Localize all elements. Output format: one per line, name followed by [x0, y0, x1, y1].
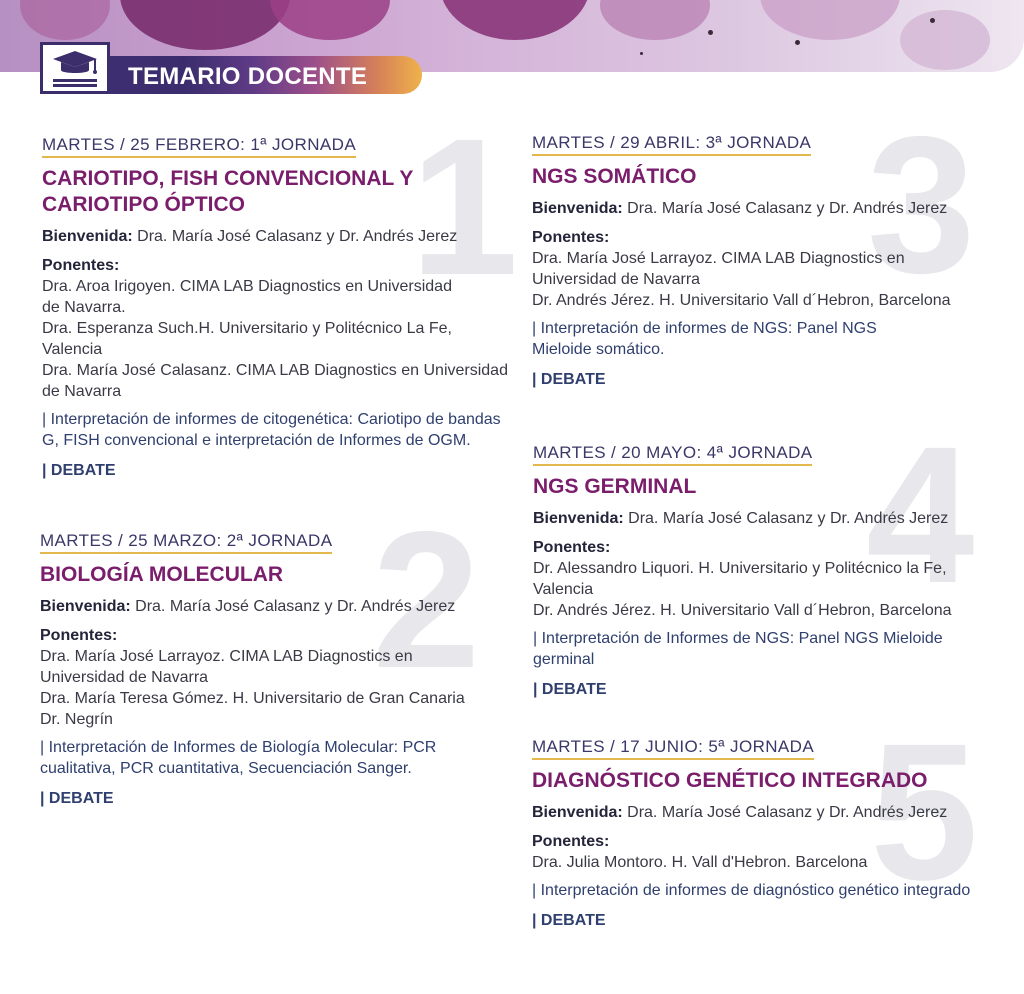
- session-title: NGS GERMINAL: [533, 475, 697, 498]
- bienvenida-value: Dra. María José Calasanz y Dr. Andrés Jerez: [627, 804, 948, 821]
- ponente-item: Dra. María José Larrayoz. CIMA LAB Diagnostics en Universidad de Navarra: [532, 250, 905, 288]
- ponente-item: Dra. María Teresa Gómez. H. Universitario de Gran Canaria Dr. Negrín: [40, 690, 465, 728]
- ponentes-label: Ponentes:: [532, 229, 610, 246]
- session-title: DIAGNÓSTICO GENÉTICO INTEGRADO: [532, 769, 928, 792]
- debate-label: | DEBATE: [40, 790, 114, 807]
- section-title-bar: [40, 56, 422, 94]
- session-date: MARTES / 25 MARZO: 2ª JORNADA: [40, 531, 332, 554]
- ponente-item: Dra. Julia Montoro. H. Vall d'Hebron. Barcelona: [532, 854, 868, 871]
- ponentes-label: Ponentes:: [40, 627, 118, 644]
- session-3: [532, 96, 1002, 389]
- session-topic: | Interpretación de informes de citogenética: Cariotipo de bandas G, FISH convencional e interpretación de Informes de OGM.: [42, 411, 501, 449]
- session-2: [40, 491, 520, 808]
- bienvenida-row: [533, 508, 1003, 529]
- bienvenida-label: Bienvenida:: [40, 598, 131, 615]
- ponente-item: Dr. Andrés Jérez. H. Universitario Vall d´Hebron, Barcelona: [533, 602, 952, 619]
- bienvenida-label: Bienvenida:: [532, 804, 623, 821]
- bienvenida-label: Bienvenida:: [42, 228, 133, 245]
- page-title: TEMARIO DOCENTE: [128, 63, 368, 90]
- bienvenida-label: Bienvenida:: [532, 200, 623, 217]
- ponente-item: Dra. María José Larrayoz. CIMA LAB Diagnostics en Universidad de Navarra: [40, 648, 413, 686]
- bienvenida-value: Dra. María José Calasanz y Dr. Andrés Jerez: [135, 598, 456, 615]
- ponente-item: Dra. Esperanza Such.H. Universitario y Politécnico La Fe, Valencia: [42, 320, 452, 358]
- session-number: 2: [372, 491, 481, 709]
- debate-label: | DEBATE: [532, 371, 606, 388]
- debate-label: | DEBATE: [533, 681, 607, 698]
- ponentes-label: Ponentes:: [532, 833, 610, 850]
- session-1: [42, 98, 522, 480]
- debate-label: | DEBATE: [532, 912, 606, 929]
- ponentes-label: Ponentes:: [42, 257, 120, 274]
- session-title: CARIOTIPO, FISH CONVENCIONAL Y CARIOTIPO ÓPTICO: [42, 167, 414, 216]
- bienvenida-value: Dra. María José Calasanz y Dr. Andrés Jerez: [137, 228, 458, 245]
- session-4: [533, 406, 1003, 699]
- bienvenida-row: [532, 802, 1002, 823]
- bienvenida-value: Dra. María José Calasanz y Dr. Andrés Jerez: [627, 200, 948, 217]
- session-date: MARTES / 25 FEBRERO: 1ª JORNADA: [42, 135, 356, 158]
- session-5: [532, 703, 1002, 930]
- graduation-cap-icon: [40, 42, 110, 94]
- bienvenida-row: [532, 198, 1002, 219]
- session-date: MARTES / 20 MAYO: 4ª JORNADA: [533, 443, 812, 466]
- session-topic: | Interpretación de Informes de NGS: Panel NGS Mieloide germinal: [533, 630, 943, 668]
- session-number: 5: [870, 703, 979, 921]
- ponente-item: Dra. Aroa Irigoyen. CIMA LAB Diagnostics en Universidad de Navarra.: [42, 278, 452, 316]
- session-title: NGS SOMÁTICO: [532, 165, 697, 188]
- session-topic: | Interpretación de informes de NGS: Panel NGS Mieloide somático.: [532, 320, 877, 358]
- session-topic: | Interpretación de informes de diagnóstico genético integrado: [532, 882, 971, 899]
- debate-label: | DEBATE: [42, 462, 116, 479]
- session-topic: | Interpretación de Informes de Biología Molecular: PCR cualitativa, PCR cuantitativa, Secuenciación Sanger.: [40, 739, 437, 777]
- bienvenida-label: Bienvenida:: [533, 510, 624, 527]
- bienvenida-row: [42, 226, 522, 247]
- session-number: 3: [867, 96, 976, 314]
- session-number: 4: [866, 406, 975, 624]
- ponente-item: Dr. Andrés Jérez. H. Universitario Vall d´Hebron, Barcelona: [532, 292, 951, 309]
- session-date: MARTES / 17 JUNIO: 5ª JORNADA: [532, 737, 814, 760]
- session-date: MARTES / 29 ABRIL: 3ª JORNADA: [532, 133, 811, 156]
- ponentes-label: Ponentes:: [533, 539, 611, 556]
- ponente-item: Dra. María José Calasanz. CIMA LAB Diagnostics en Universidad de Navarra: [42, 362, 508, 400]
- session-number: 1: [410, 98, 519, 316]
- bienvenida-row: [40, 596, 520, 617]
- ponente-item: Dr. Alessandro Liquori. H. Universitario y Politécnico la Fe, Valencia: [533, 560, 947, 598]
- bienvenida-value: Dra. María José Calasanz y Dr. Andrés Jerez: [628, 510, 949, 527]
- session-title: BIOLOGÍA MOLECULAR: [40, 563, 284, 586]
